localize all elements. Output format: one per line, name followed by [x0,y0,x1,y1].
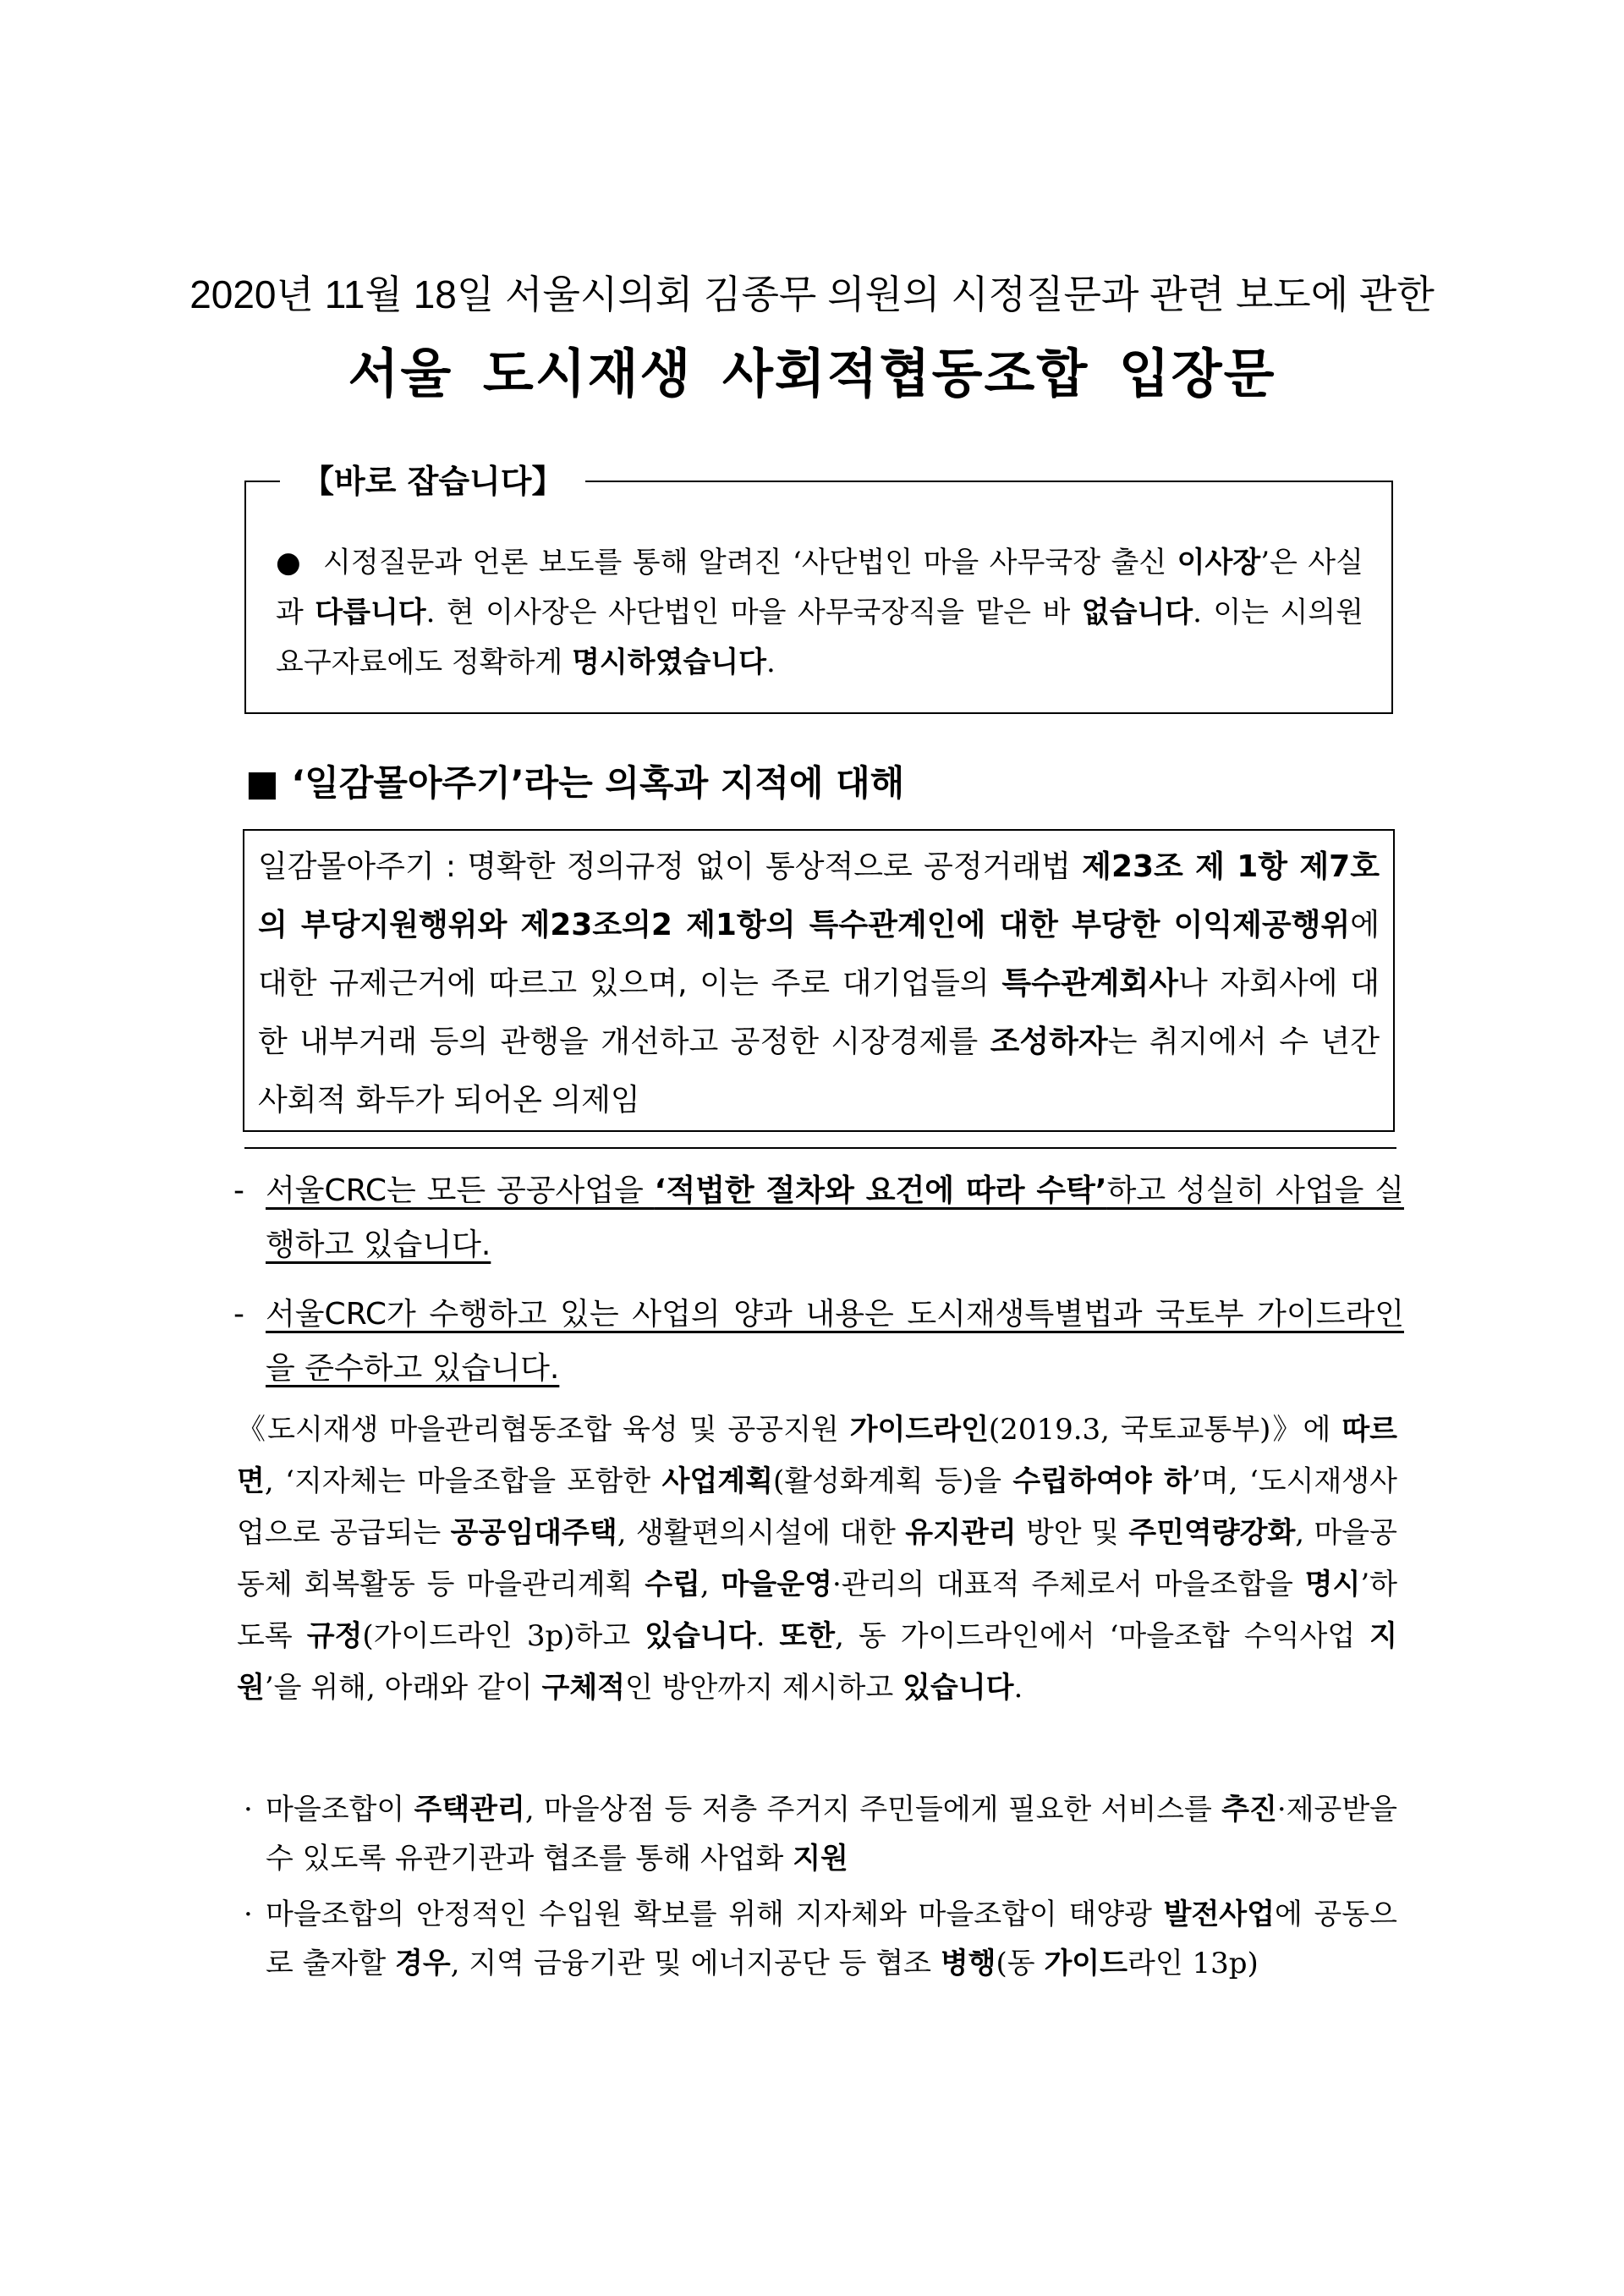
divider [244,1147,1396,1149]
text-run: 추진 [1221,1793,1277,1826]
text-run: . [765,645,776,679]
text-run: , [700,1568,721,1601]
text-run: 공공임대주택 [450,1516,617,1550]
dash-marker: - [233,1297,244,1332]
list-item-text [266,1890,1397,1988]
bullet-icon: ● [276,546,301,579]
text-run: , 동 가이드라인에서 ‘마을조합 수익사업 [835,1619,1370,1653]
text-run: . 이는 시의원 요구자료에도 정확하게 [276,596,1363,679]
text-run: 발전사업 [1163,1898,1275,1931]
text-run: 수립하여야 하 [1012,1464,1193,1498]
text-run: 시정질문과 언론 보도를 통해 알려진 ‘사단법인 마을 사무국장 출신 [323,546,1177,579]
section-heading-text: ‘일감몰아주기’라는 의혹과 지적에 대해 [291,762,905,804]
text-run: 따르면 [237,1413,1398,1498]
title-line-1: 2020년 11월 18일 서울시의회 김종무 의원의 시정질문과 관련 보도에 관한 [189,272,1435,316]
text-run: 이사장 [1177,546,1261,579]
text-run: 구체적 [541,1671,626,1705]
text-run: (동 [996,1947,1045,1980]
text-run: 서울CRC는 모든 공공사업을 [266,1173,655,1208]
dot-marker: · [244,1898,253,1931]
text-run: . [755,1619,780,1653]
text-run: ‘적법한 절차와 요건에 따라 수탁’ [654,1173,1107,1208]
list-item [237,1785,1397,1883]
text-run: 지원 [237,1619,1398,1705]
section-heading [245,758,1429,809]
text-run: 주민역량강화 [1128,1516,1296,1550]
text-run: 마을조합의 안정적인 수입원 확보를 위해 지자체와 마을조합이 태양광 [266,1898,1164,1931]
text-run: ·제공받을 수 있도록 유관기관과 협조를 통해 사업화 [266,1793,1398,1876]
support-list [237,1785,1397,1995]
text-run: 있습니다 [903,1671,1014,1705]
text-run: , ‘지자체는 마을조합을 포함한 [264,1464,662,1498]
text-run: 다릅니다 [315,596,426,629]
text-run: 는 취지에서 수 년간 사회적 화두가 되어온 의제임 [258,1024,1380,1118]
text-run: (활성화계획 등)을 [772,1464,1013,1498]
text-run: 유지관리 [905,1516,1017,1550]
text-run: 또한 [779,1619,836,1653]
text-run: 명시 [1304,1568,1361,1601]
text-run: 마을운영 [721,1568,832,1601]
list-item [237,1890,1397,1988]
text-run: 수립 [645,1568,700,1601]
text-run: ’을 위해, 아래와 같이 [264,1671,542,1705]
text-run: (가이드라인 3p)하고 [362,1619,645,1653]
text-run: 가이드라인 [849,1413,989,1447]
text-run: 가이드 [1044,1947,1127,1980]
text-run: ’은 사실과 [276,546,1363,629]
correction-text [276,538,1363,688]
text-run: ’며, ‘도시재생사업으로 공급되는 [237,1464,1397,1550]
text-run: 없습니다 [1081,596,1193,629]
text-run: , 마을상점 등 저층 주거지 주민들에게 필요한 서비스를 [524,1793,1222,1826]
text-run: , 생활편의시설에 대한 [617,1516,906,1550]
text-run: ’하도록 [237,1568,1398,1653]
dot-marker: · [244,1793,253,1826]
text-run: ·관리의 대표적 주체로서 마을조합을 [831,1568,1305,1601]
text-run: 명시하였습니다 [572,645,766,679]
text-run: , 마을공동체 회복활동 등 마을관리계획 [237,1516,1397,1601]
claim-text [266,1288,1404,1396]
text-run: 《도시재생 마을관리협동조합 육성 및 공공지원 [237,1413,850,1447]
text-run: 마을조합이 [266,1793,414,1826]
text-run: 조성하자 [990,1024,1108,1059]
guideline-paragraph [237,1404,1397,1714]
text-run: 제23조 제 1항 제7호의 부당지원행위와 제23조의2 제1항의 특수관계인에 대한 부당한 이익제공행위 [258,849,1380,942]
text-run: 규정 [306,1619,363,1653]
correction-label: 【바로 잡습니다】 [280,462,585,501]
text-run: . 현 이사장은 사단법인 마을 사무국장직을 맡은 바 [425,596,1082,629]
dash-marker: - [233,1173,244,1208]
text-run: (2019.3, 국토교통부)》에 [988,1413,1342,1447]
text-run: 나 자회사에 대한 내부거래 등의 관행을 개선하고 공정한 시장경제를 [258,966,1380,1059]
text-run: 인 방안까지 제시하고 [625,1671,903,1705]
definition-text [258,838,1380,1129]
definition-box [243,829,1395,1132]
text-run: 하고 성실히 사업을 실행하고 있습니다. [266,1173,1404,1262]
text-run: 특수관계회사 [1001,966,1178,1001]
text-run: 라인 13p) [1127,1947,1259,1980]
text-run: 주택관리 [414,1793,525,1826]
claim-item [233,1288,1404,1396]
text-run: 일감몰아주기 : 명확한 정의규정 없이 통상적으로 공정거래법 [258,849,1083,884]
document-title: 서울 도시재생 사회적협동조합 입장문 [348,343,1276,404]
text-run: . [1013,1671,1023,1705]
text-run: 병행 [940,1947,996,1980]
claim-item [233,1164,1404,1272]
text-run: 에 공동으로 출자할 [266,1898,1397,1980]
claim-text [266,1164,1404,1272]
text-run: 방안 및 [1016,1516,1129,1550]
text-run: 지원 [793,1842,848,1876]
list-item-text [266,1785,1397,1883]
text-run: 에 대한 규제근거에 따르고 있으며, 이는 주로 대기업들의 [258,908,1380,1001]
square-bullet-icon: ■ [245,762,279,804]
text-run: 사업계획 [661,1464,773,1498]
text-run: 경우 [395,1947,451,1980]
text-run: 서울CRC가 수행하고 있는 사업의 양과 내용은 도시재생특별법과 국토부 가이드라인을 준수하고 있습니다. [266,1297,1404,1386]
text-run: 있습니다 [645,1619,756,1653]
text-run: , 지역 금융기관 및 에너지공단 등 협조 [450,1947,941,1980]
